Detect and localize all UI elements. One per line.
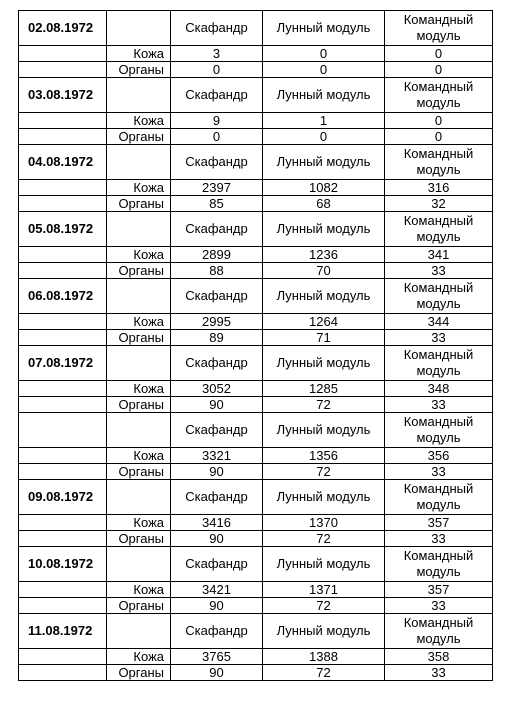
suit-value: 90 bbox=[171, 665, 263, 681]
radiation-dose-table bbox=[18, 10, 493, 681]
row-label: Органы bbox=[107, 464, 171, 480]
suit-value: 2899 bbox=[171, 247, 263, 263]
skin-row bbox=[19, 314, 493, 330]
suit-value: 9 bbox=[171, 113, 263, 129]
suit-header: Скафандр bbox=[171, 413, 263, 448]
lunar-module-value: 72 bbox=[263, 531, 385, 547]
command-module-value: 0 bbox=[385, 62, 493, 78]
organs-row bbox=[19, 397, 493, 413]
lunar-module-value: 71 bbox=[263, 330, 385, 346]
lunar-module-value: 68 bbox=[263, 196, 385, 212]
skin-row bbox=[19, 247, 493, 263]
lunar-module-header: Лунный модуль bbox=[263, 480, 385, 515]
command-module-value: 33 bbox=[385, 397, 493, 413]
suit-value: 85 bbox=[171, 196, 263, 212]
date-header-row bbox=[19, 547, 493, 582]
lunar-module-value: 1371 bbox=[263, 582, 385, 598]
lunar-module-header: Лунный модуль bbox=[263, 279, 385, 314]
empty-cell bbox=[19, 397, 107, 413]
empty-cell bbox=[107, 346, 171, 381]
suit-value: 3416 bbox=[171, 515, 263, 531]
lunar-module-value: 72 bbox=[263, 464, 385, 480]
empty-cell bbox=[107, 480, 171, 515]
lunar-module-value: 1285 bbox=[263, 381, 385, 397]
empty-cell bbox=[19, 582, 107, 598]
row-label: Кожа bbox=[107, 314, 171, 330]
lunar-module-header: Лунный модуль bbox=[263, 614, 385, 649]
lunar-module-value: 1082 bbox=[263, 180, 385, 196]
empty-cell bbox=[19, 464, 107, 480]
suit-header: Скафандр bbox=[171, 547, 263, 582]
date-header-row bbox=[19, 346, 493, 381]
command-module-header: Командный модуль bbox=[385, 413, 493, 448]
command-module-header: Командный модуль bbox=[385, 614, 493, 649]
empty-cell bbox=[19, 180, 107, 196]
lunar-module-value: 1356 bbox=[263, 448, 385, 464]
command-module-value: 0 bbox=[385, 129, 493, 145]
lunar-module-value: 0 bbox=[263, 62, 385, 78]
row-label: Кожа bbox=[107, 448, 171, 464]
lunar-module-header: Лунный модуль bbox=[263, 11, 385, 46]
date-cell: 11.08.1972 bbox=[19, 614, 107, 649]
date-header-row bbox=[19, 614, 493, 649]
row-label: Кожа bbox=[107, 582, 171, 598]
organs-row bbox=[19, 665, 493, 681]
empty-cell bbox=[19, 62, 107, 78]
command-module-value: 0 bbox=[385, 46, 493, 62]
empty-cell bbox=[19, 598, 107, 614]
command-module-value: 32 bbox=[385, 196, 493, 212]
organs-row bbox=[19, 598, 493, 614]
date-header-row bbox=[19, 480, 493, 515]
empty-cell bbox=[19, 129, 107, 145]
empty-cell bbox=[107, 413, 171, 448]
suit-value: 88 bbox=[171, 263, 263, 279]
suit-header: Скафандр bbox=[171, 145, 263, 180]
suit-header: Скафандр bbox=[171, 346, 263, 381]
command-module-value: 357 bbox=[385, 515, 493, 531]
lunar-module-header: Лунный модуль bbox=[263, 413, 385, 448]
empty-cell bbox=[107, 614, 171, 649]
suit-value: 3 bbox=[171, 46, 263, 62]
suit-value: 2995 bbox=[171, 314, 263, 330]
command-module-value: 33 bbox=[385, 598, 493, 614]
command-module-value: 33 bbox=[385, 464, 493, 480]
dose-table-body bbox=[19, 11, 493, 681]
row-label: Органы bbox=[107, 62, 171, 78]
suit-header: Скафандр bbox=[171, 480, 263, 515]
empty-cell bbox=[19, 196, 107, 212]
suit-value: 90 bbox=[171, 598, 263, 614]
row-label: Органы bbox=[107, 196, 171, 212]
suit-header: Скафандр bbox=[171, 11, 263, 46]
row-label: Кожа bbox=[107, 247, 171, 263]
date-header-row bbox=[19, 279, 493, 314]
command-module-value: 316 bbox=[385, 180, 493, 196]
empty-cell bbox=[19, 381, 107, 397]
command-module-value: 356 bbox=[385, 448, 493, 464]
row-label: Органы bbox=[107, 598, 171, 614]
date-cell: 06.08.1972 bbox=[19, 279, 107, 314]
skin-row bbox=[19, 448, 493, 464]
command-module-value: 348 bbox=[385, 381, 493, 397]
lunar-module-header: Лунный модуль bbox=[263, 212, 385, 247]
empty-cell bbox=[19, 263, 107, 279]
row-label: Кожа bbox=[107, 46, 171, 62]
date-header-row bbox=[19, 413, 493, 448]
empty-cell bbox=[19, 448, 107, 464]
date-header-row bbox=[19, 212, 493, 247]
empty-cell bbox=[19, 330, 107, 346]
suit-value: 90 bbox=[171, 531, 263, 547]
suit-value: 89 bbox=[171, 330, 263, 346]
row-label: Кожа bbox=[107, 113, 171, 129]
empty-cell bbox=[19, 247, 107, 263]
empty-cell bbox=[19, 649, 107, 665]
date-cell: 07.08.1972 bbox=[19, 346, 107, 381]
empty-cell bbox=[19, 113, 107, 129]
organs-row bbox=[19, 531, 493, 547]
suit-value: 2397 bbox=[171, 180, 263, 196]
suit-header: Скафандр bbox=[171, 212, 263, 247]
row-label: Кожа bbox=[107, 381, 171, 397]
empty-cell bbox=[107, 212, 171, 247]
command-module-value: 344 bbox=[385, 314, 493, 330]
skin-row bbox=[19, 582, 493, 598]
lunar-module-value: 0 bbox=[263, 46, 385, 62]
organs-row bbox=[19, 196, 493, 212]
lunar-module-value: 72 bbox=[263, 598, 385, 614]
lunar-module-value: 0 bbox=[263, 129, 385, 145]
command-module-header: Командный модуль bbox=[385, 212, 493, 247]
empty-cell bbox=[19, 515, 107, 531]
command-module-header: Командный модуль bbox=[385, 78, 493, 113]
date-header-row bbox=[19, 11, 493, 46]
date-header-row bbox=[19, 78, 493, 113]
suit-header: Скафандр bbox=[171, 279, 263, 314]
skin-row bbox=[19, 649, 493, 665]
empty-cell bbox=[107, 279, 171, 314]
suit-value: 3321 bbox=[171, 448, 263, 464]
date-cell: 04.08.1972 bbox=[19, 145, 107, 180]
lunar-module-header: Лунный модуль bbox=[263, 547, 385, 582]
empty-cell bbox=[19, 314, 107, 330]
suit-value: 90 bbox=[171, 464, 263, 480]
row-label: Кожа bbox=[107, 515, 171, 531]
skin-row bbox=[19, 46, 493, 62]
command-module-value: 33 bbox=[385, 665, 493, 681]
suit-header: Скафандр bbox=[171, 78, 263, 113]
command-module-header: Командный модуль bbox=[385, 145, 493, 180]
row-label: Органы bbox=[107, 397, 171, 413]
empty-cell bbox=[107, 78, 171, 113]
lunar-module-value: 72 bbox=[263, 397, 385, 413]
date-cell: 03.08.1972 bbox=[19, 78, 107, 113]
command-module-value: 357 bbox=[385, 582, 493, 598]
command-module-value: 358 bbox=[385, 649, 493, 665]
date-cell: 02.08.1972 bbox=[19, 11, 107, 46]
command-module-header: Командный модуль bbox=[385, 279, 493, 314]
date-cell: 09.08.1972 bbox=[19, 480, 107, 515]
skin-row bbox=[19, 113, 493, 129]
organs-row bbox=[19, 263, 493, 279]
empty-cell bbox=[19, 531, 107, 547]
date-cell: 10.08.1972 bbox=[19, 547, 107, 582]
organs-row bbox=[19, 330, 493, 346]
date-cell bbox=[19, 413, 107, 448]
command-module-header: Командный модуль bbox=[385, 346, 493, 381]
lunar-module-value: 1236 bbox=[263, 247, 385, 263]
empty-cell bbox=[19, 665, 107, 681]
suit-value: 0 bbox=[171, 129, 263, 145]
organs-row bbox=[19, 62, 493, 78]
command-module-header: Командный модуль bbox=[385, 480, 493, 515]
organs-row bbox=[19, 464, 493, 480]
suit-value: 0 bbox=[171, 62, 263, 78]
date-cell: 05.08.1972 bbox=[19, 212, 107, 247]
command-module-value: 33 bbox=[385, 330, 493, 346]
command-module-value: 33 bbox=[385, 263, 493, 279]
command-module-value: 0 bbox=[385, 113, 493, 129]
command-module-header: Командный модуль bbox=[385, 11, 493, 46]
lunar-module-value: 1370 bbox=[263, 515, 385, 531]
skin-row bbox=[19, 515, 493, 531]
lunar-module-header: Лунный модуль bbox=[263, 78, 385, 113]
suit-header: Скафандр bbox=[171, 614, 263, 649]
skin-row bbox=[19, 381, 493, 397]
lunar-module-header: Лунный модуль bbox=[263, 145, 385, 180]
suit-value: 3421 bbox=[171, 582, 263, 598]
lunar-module-value: 1264 bbox=[263, 314, 385, 330]
lunar-module-value: 1388 bbox=[263, 649, 385, 665]
empty-cell bbox=[107, 11, 171, 46]
lunar-module-header: Лунный модуль bbox=[263, 346, 385, 381]
empty-cell bbox=[19, 46, 107, 62]
suit-value: 3052 bbox=[171, 381, 263, 397]
empty-cell bbox=[107, 547, 171, 582]
command-module-value: 33 bbox=[385, 531, 493, 547]
command-module-value: 341 bbox=[385, 247, 493, 263]
row-label: Органы bbox=[107, 330, 171, 346]
empty-cell bbox=[107, 145, 171, 180]
lunar-module-value: 1 bbox=[263, 113, 385, 129]
row-label: Кожа bbox=[107, 180, 171, 196]
lunar-module-value: 70 bbox=[263, 263, 385, 279]
row-label: Кожа bbox=[107, 649, 171, 665]
suit-value: 3765 bbox=[171, 649, 263, 665]
row-label: Органы bbox=[107, 665, 171, 681]
skin-row bbox=[19, 180, 493, 196]
row-label: Органы bbox=[107, 263, 171, 279]
date-header-row bbox=[19, 145, 493, 180]
suit-value: 90 bbox=[171, 397, 263, 413]
organs-row bbox=[19, 129, 493, 145]
command-module-header: Командный модуль bbox=[385, 547, 493, 582]
row-label: Органы bbox=[107, 531, 171, 547]
lunar-module-value: 72 bbox=[263, 665, 385, 681]
row-label: Органы bbox=[107, 129, 171, 145]
